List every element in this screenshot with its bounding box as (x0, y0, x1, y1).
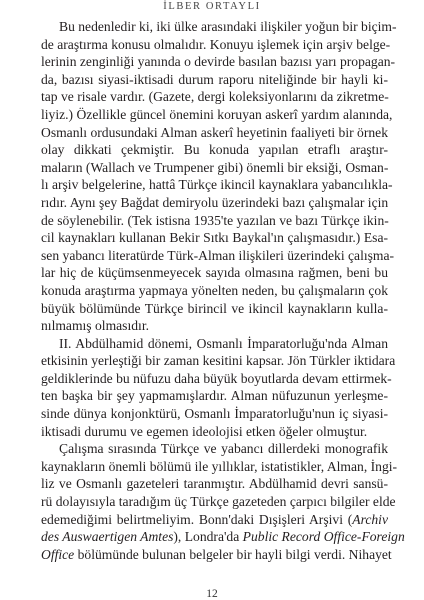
italic-term: des Auswaertigen Amtes (41, 529, 174, 545)
text-line: liyiz.) Özellikle güncel önemini koruyan askerî yardım alanında, (41, 106, 393, 122)
text-line: ten başka bir şey yapmamışlardır. Alman nüfuzunun yerleşme- (41, 388, 388, 404)
text-line: sinde dünya konjonktürü, Osmanlı İmparatorluğu'nun iç siyasi- (41, 406, 388, 422)
italic-term: Archiv (352, 511, 388, 527)
text-line: iktisadi durumu ve egemen ideolojisi etken öğeler olmuştur. (41, 423, 368, 439)
text-line: Osmanlı ordusundaki Alman askerî heyetinin faaliyeti bir örnek (41, 124, 388, 140)
italic-term: Office (41, 546, 75, 562)
text-line (41, 528, 405, 546)
paragraph-3 (41, 440, 405, 563)
text-line: rıdır. Aynı şey Bağdat demiryolu üzerindeki bazı çalışmalar için (41, 194, 389, 210)
paragraph-1 (41, 18, 397, 335)
text-line: olay dikkati çekmiştir. Bu konuda yapılan etraflı araştır- (41, 142, 388, 158)
text-segment: edemediğimi belirtmeliyim. Bonn'daki Dışişleri Arşivi ( (41, 511, 353, 527)
text-line: cil kaynakları kullanan Bekir Sıtkı Baykal'ın çalışmasıdır.) Esa- (41, 230, 388, 246)
text-line: etkisinin yerleştiği bir zaman kesitini kapsar. Jön Türkler iktidara (41, 353, 396, 369)
body-text (41, 18, 405, 563)
text-line: II. Abdülhamid dönemi, Osmanlı İmparatorluğu'nda Alman (59, 335, 388, 351)
text-line: nılmamış olmasıdır. (41, 318, 149, 334)
text-segment: bölümünde bulunan belgeler bir hayli bilgi verdi. Nihayet (74, 546, 392, 562)
text-line: konuda araştırma yapmaya yönelten neden, bu çalışmaların çok (41, 282, 388, 298)
text-line: büyük bölümünde Türkçe birincil ve ikincil kaynakların kulla- (41, 300, 388, 316)
italic-term: Public Record Office-Foreign (242, 529, 405, 545)
text-line: sen yabancı literatürde Türk-Alman ilişkileri üzerindeki çalışma- (41, 247, 395, 263)
text-line: liz ve Osmanlı gazeteleri taranmıştır. Abdülhamid devri sansü- (41, 476, 388, 492)
text-line: maların (Wallach ve Trumpener gibi) önemli bir eksiği, Osman- (41, 159, 389, 175)
text-line: da, bazısı siyasi-iktisadi durum raporu niteliğinde bir hayli ki- (41, 71, 388, 87)
text-line: geldiklerinde bu nüfuzu daha büyük boyutlarda devam ettirmek- (41, 370, 392, 386)
text-segment: ), Londra'da (173, 529, 243, 545)
text-line: de söylenebilir. (Tek istisna 1935'te yazılan ve bazı Türkçe ikin- (41, 212, 389, 228)
text-line (41, 511, 388, 529)
text-line: lar hiç de küçümsenmeyecek sayıda olmasına rağmen, beni bu (41, 265, 388, 281)
running-head: İLBER ORTAYLI (163, 1, 261, 12)
text-line: Çalışma sırasında Türkçe ve yabancı dillerdeki monografik (59, 441, 388, 457)
text-line: Bu nedenledir ki, iki ülke arasındaki ilişkiler yoğun bir biçim- (59, 19, 397, 34)
paragraph-2 (41, 335, 396, 441)
text-line: kaynakların önemli bölümü ile yıllıklar, istatistikler, Alman, İngi- (41, 458, 398, 474)
text-line: lerinin zenginliği yanında o devirde basılan bazısı yarı propagan- (41, 54, 396, 70)
text-line (41, 546, 392, 564)
text-line: tap ve risale vardır. (Gazete, dergi koleksiyonlarını da zikretme- (41, 89, 389, 105)
text-line: de araştırma konusu olmalıdır. Konuyu işlemek için arşiv belge- (41, 36, 391, 52)
text-line: rü dolayısıyla taradığım üç Türkçe gazeteden çarpıcı bilgiler elde (41, 494, 396, 510)
page-number: 12 (206, 588, 218, 600)
text-line: lı arşiv belgelerine, hattâ Türkçe ikincil kaynaklara yabancılıkla- (41, 177, 393, 193)
